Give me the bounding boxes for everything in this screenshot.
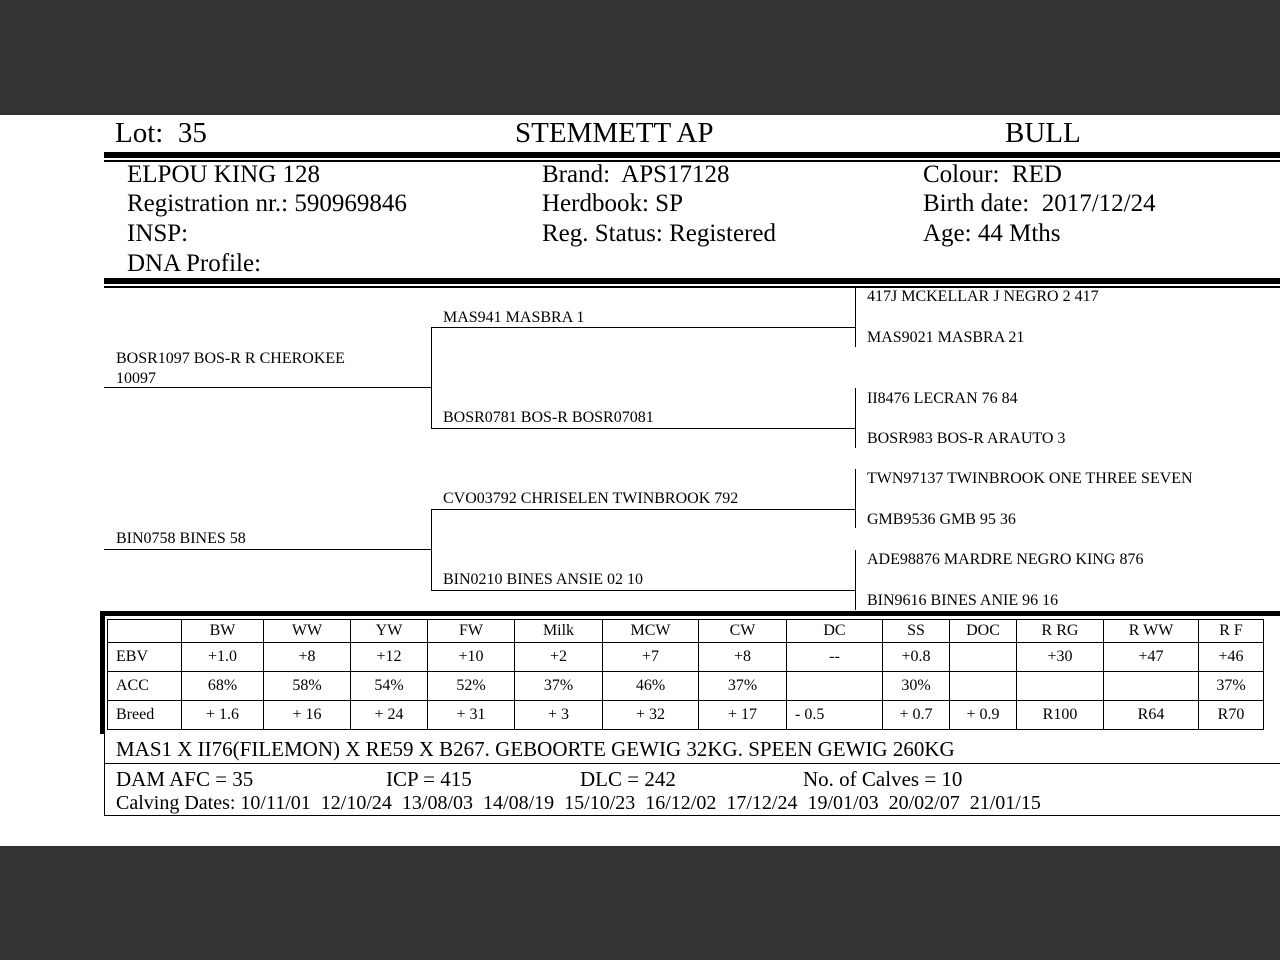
ebv-top-rule	[100, 611, 1280, 616]
pedigree-document	[0, 115, 1280, 846]
herdbook-value: SP	[655, 190, 683, 217]
ebv-cell: - 0.5	[787, 701, 883, 730]
ebv-header-bw: BW	[182, 620, 264, 643]
birth-date-value: 2017/12/24	[1041, 190, 1156, 217]
ebv-left-rule	[100, 611, 105, 734]
ebv-cell: +0.8	[883, 643, 950, 672]
reg-status-line	[542, 220, 776, 248]
ebv-cell	[1017, 672, 1104, 701]
animal-sex: BULL	[1005, 117, 1081, 149]
dam-calves: No. of Calves = 10	[803, 767, 963, 791]
gg-8: BIN9616 BINES ANIE 96 16	[867, 592, 1059, 609]
gg-2: MAS9021 MASBRA 21	[867, 329, 1025, 346]
ebv-cell: +47	[1104, 643, 1199, 672]
ebv-cell	[950, 672, 1017, 701]
ebv-header-rww: R WW	[1104, 620, 1199, 643]
birth-date-line	[923, 190, 1156, 218]
registration-number: 590969846	[294, 190, 407, 217]
ebv-cell: 52%	[428, 672, 515, 701]
colour-value: RED	[1011, 161, 1062, 188]
ebv-cell: + 1.6	[182, 701, 264, 730]
age-line	[923, 220, 1061, 248]
ebv-header-row	[108, 620, 1264, 643]
ebv-cell: +12	[351, 643, 428, 672]
ebv-cell: + 0.7	[883, 701, 950, 730]
ped-vline-gg1	[855, 288, 856, 347]
ebv-row-label: ACC	[108, 672, 182, 701]
ebv-cell: + 24	[351, 701, 428, 730]
ebv-cell: 54%	[351, 672, 428, 701]
birth-date-label: Birth date:	[923, 190, 1030, 217]
ebv-row-ebv	[108, 643, 1264, 672]
ped-line-dd	[431, 590, 855, 591]
ebv-cell: +7	[603, 643, 699, 672]
ebv-header-milk: Milk	[515, 620, 603, 643]
ebv-cell: +2	[515, 643, 603, 672]
brand-line	[542, 161, 730, 189]
calving-dates: Calving Dates: 10/11/01 12/10/24 13/08/03 14/08/19 15/10/23 16/12/02 17/12/24 19/01/03 20/02/07 21/01/15	[116, 792, 1041, 814]
ped-line-dam	[104, 549, 432, 550]
sire-sire: MAS941 MASBRA 1	[443, 309, 585, 326]
sire-dam: BOSR0781 BOS-R BOSR07081	[443, 409, 654, 426]
sire-name: BOSR1097 BOS-R R CHEROKEE 10097	[116, 350, 345, 387]
ebv-cell: +8	[264, 643, 351, 672]
sire	[116, 349, 386, 389]
ped-vline-gg2	[855, 388, 856, 448]
gg-7: ADE98876 MARDRE NEGRO KING 876	[867, 551, 1144, 568]
herdbook-line	[542, 190, 683, 218]
ebv-row-acc	[108, 672, 1264, 701]
ebv-cell: 58%	[264, 672, 351, 701]
colour-label: Colour:	[923, 161, 1000, 188]
ped-vline-sire	[431, 327, 432, 429]
ebv-header-fw: FW	[428, 620, 515, 643]
ped-line-ss	[431, 327, 855, 328]
ebv-cell: 46%	[603, 672, 699, 701]
dam-afc: DAM AFC = 35	[116, 767, 254, 791]
reg-status-value: Registered	[669, 220, 777, 247]
ped-vline-gg3	[855, 469, 856, 528]
ebv-cell: + 17	[699, 701, 787, 730]
lot-heading	[115, 117, 207, 150]
insp-label: INSP:	[127, 220, 189, 247]
colour-line	[923, 161, 1062, 189]
ebv-cell: 37%	[515, 672, 603, 701]
ebv-cell: + 16	[264, 701, 351, 730]
ebv-header-mcw: MCW	[603, 620, 699, 643]
ebv-header-ww: WW	[264, 620, 351, 643]
ebv-cell: +46	[1199, 643, 1264, 672]
dam: BIN0758 BINES 58	[116, 530, 246, 547]
registration-line	[127, 190, 407, 218]
dam-icp: ICP = 415	[386, 767, 472, 791]
ebv-cell: 68%	[182, 672, 264, 701]
herdbook-label: Herdbook:	[542, 190, 649, 217]
dam-dlc: DLC = 242	[580, 767, 676, 791]
ped-vline-gg4	[855, 550, 856, 610]
ebv-row-label: EBV	[108, 643, 182, 672]
ebv-header-yw: YW	[351, 620, 428, 643]
footer-bottom-rule	[104, 815, 1280, 816]
ped-line-sd	[431, 428, 855, 429]
ebv-cell: 30%	[883, 672, 950, 701]
ebv-cell: +1.0	[182, 643, 264, 672]
comment-rule	[104, 763, 1280, 764]
ebv-header-blank	[108, 620, 182, 643]
lot-number: 35	[177, 117, 207, 149]
brand-value: APS17128	[621, 161, 730, 188]
ebv-cell: --	[787, 643, 883, 672]
gg-1: 417J MCKELLAR J NEGRO 2 417	[867, 288, 1099, 305]
ebv-cell: +10	[428, 643, 515, 672]
age-value: 44 Mths	[977, 220, 1061, 247]
breeder-name: STEMMETT AP	[515, 117, 714, 149]
lot-label: Lot:	[115, 117, 164, 149]
registration-label: Registration nr.:	[127, 190, 289, 217]
info-rule-thick	[104, 278, 1280, 284]
dna-profile-label: DNA Profile:	[127, 250, 262, 277]
ebv-table	[107, 619, 1264, 730]
ebv-cell: R64	[1104, 701, 1199, 730]
ebv-cell: R70	[1199, 701, 1264, 730]
gg-4: BOSR983 BOS-R ARAUTO 3	[867, 430, 1066, 447]
ebv-cell	[787, 672, 883, 701]
footer-left-rule	[104, 734, 105, 816]
ped-line-ds	[431, 509, 855, 510]
gg-6: GMB9536 GMB 95 36	[867, 511, 1016, 528]
ebv-cell	[1104, 672, 1199, 701]
ebv-row-breed	[108, 701, 1264, 730]
reg-status-label: Reg. Status:	[542, 220, 663, 247]
age-label: Age:	[923, 220, 972, 247]
ebv-header-doc: DOC	[950, 620, 1017, 643]
info-rule-thin	[104, 286, 1280, 288]
animal-name: ELPOU KING 128	[127, 161, 321, 188]
header-rule-thick	[104, 152, 1280, 158]
ebv-cell: 37%	[1199, 672, 1264, 701]
breeding-comment: MAS1 X II76(FILEMON) X RE59 X B267. GEBOORTE GEWIG 32KG. SPEEN GEWIG 260KG	[116, 737, 955, 761]
dam-dam: BIN0210 BINES ANSIE 02 10	[443, 571, 644, 588]
ebv-cell	[950, 643, 1017, 672]
ebv-cell: R100	[1017, 701, 1104, 730]
ebv-header-dc: DC	[787, 620, 883, 643]
ped-vline-dam	[431, 509, 432, 591]
ebv-header-ss: SS	[883, 620, 950, 643]
ebv-cell: +30	[1017, 643, 1104, 672]
ebv-cell: + 0.9	[950, 701, 1017, 730]
dam-sire: CVO03792 CHRISELEN TWINBROOK 792	[443, 490, 739, 507]
ebv-cell: 37%	[699, 672, 787, 701]
gg-5: TWN97137 TWINBROOK ONE THREE SEVEN	[867, 470, 1193, 487]
brand-label: Brand:	[542, 161, 611, 188]
ebv-header-rrg: R RG	[1017, 620, 1104, 643]
ebv-cell: +8	[699, 643, 787, 672]
ebv-cell: + 32	[603, 701, 699, 730]
ebv-header-rf: R F	[1199, 620, 1264, 643]
ebv-header-cw: CW	[699, 620, 787, 643]
ebv-cell: + 31	[428, 701, 515, 730]
ebv-row-label: Breed	[108, 701, 182, 730]
gg-3: II8476 LECRAN 76 84	[867, 390, 1018, 407]
ebv-cell: + 3	[515, 701, 603, 730]
